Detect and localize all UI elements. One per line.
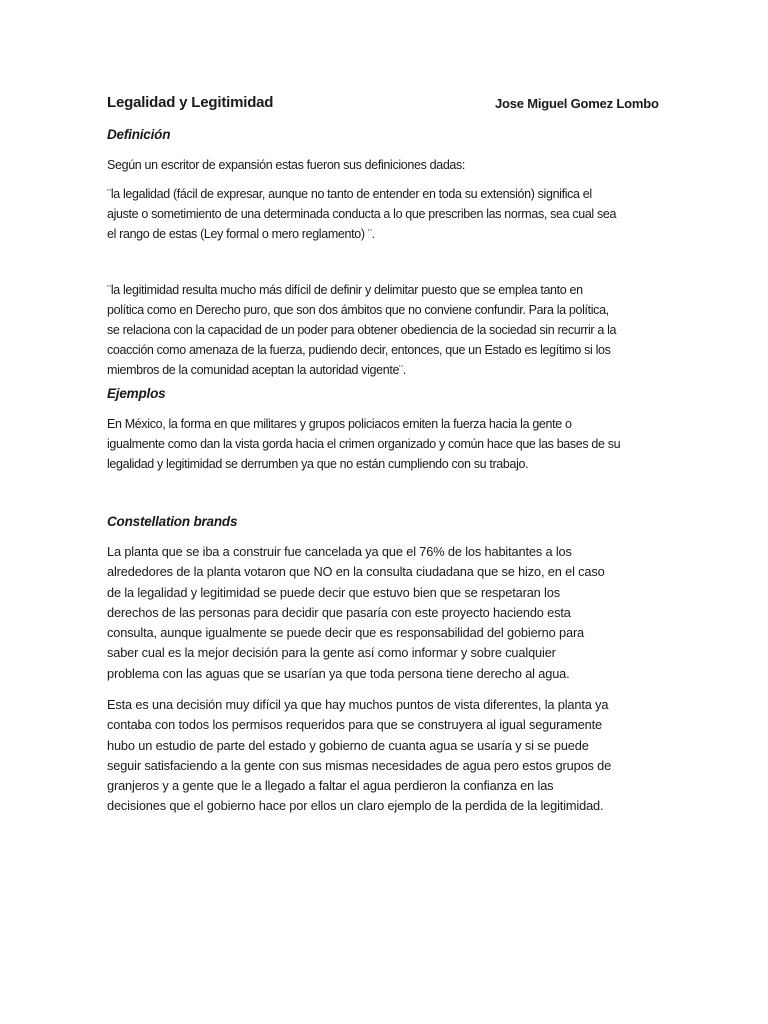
paragraph-line: Esta es una decisión muy difícil ya que hay muchos puntos de vista diferentes, la planta ya xyxy=(107,697,609,712)
constellation-paragraph-2 xyxy=(107,695,611,817)
paragraph-line: ¨la legalidad (fácil de expresar, aunque no tanto de entender en toda su extensión) significa el xyxy=(107,187,592,201)
paragraph-line: ajuste o sometimiento de una determinada conducta a lo que prescriben las normas, sea cual sea xyxy=(107,207,617,221)
paragraph-line: En México, la forma en que militares y grupos policiacos emiten la fuerza hacia la gente o xyxy=(107,417,572,431)
paragraph-line: política como en Derecho puro, que son dos ámbitos que no conviene confundir. Para la política, xyxy=(107,303,609,317)
paragraph-line: derechos de las personas para decidir que pasaría con este proyecto haciendo esta xyxy=(107,604,571,620)
author-name: Jose Miguel Gomez Lombo xyxy=(495,96,659,111)
paragraph-line: seguir satisfaciendo a la gente con sus mismas necesidades de agua pero estos grupos de xyxy=(107,757,612,773)
definicion-heading: Definición xyxy=(107,127,171,142)
constellation-paragraph-1 xyxy=(107,542,605,684)
paragraph-line: de la legalidad y legitimidad se puede decir que estuvo bien que se respetaran los xyxy=(107,584,560,600)
legalidad-definition xyxy=(107,184,616,244)
paragraph-line: decisiones que el gobierno hace por ellos un claro ejemplo de la perdida de la legitimidad. xyxy=(107,798,604,814)
paragraph-line: Según un escritor de expansión estas fueron sus definiciones dadas: xyxy=(107,158,466,172)
paragraph-line: igualmente como dan la vista gorda hacia el crimen organizado y común hace que las bases de su xyxy=(107,437,621,451)
paragraph-line: el rango de estas (Ley formal o mero reglamento) ¨. xyxy=(107,227,375,241)
paragraph-line: hubo un estudio de parte del estado y gobierno de cuanta agua se usaría y si se puede xyxy=(107,737,589,753)
paragraph-line: alrededores de la planta votaron que NO en la consulta ciudadana que se hizo, en el caso xyxy=(107,564,605,580)
ejemplos-heading: Ejemplos xyxy=(107,386,166,401)
paragraph-line: contaba con todos los permisos requeridos para que se construyera al igual seguramente xyxy=(107,717,603,733)
paragraph-line: miembros de la comunidad aceptan la autoridad vigente¨. xyxy=(107,363,406,377)
constellation-heading: Constellation brands xyxy=(107,514,238,529)
definicion-intro xyxy=(107,155,465,175)
paragraph-line: legalidad y legitimidad se derrumben ya que no están cumpliendo con su trabajo. xyxy=(107,457,529,471)
ejemplos-paragraph xyxy=(107,414,620,474)
paragraph-line: consulta, aunque igualmente se puede decir que es responsabilidad del gobierno para xyxy=(107,625,585,641)
paragraph-line: ¨la legitimidad resulta mucho más difícil de definir y delimitar puesto que se emplea tanto en xyxy=(107,283,583,297)
document-title: Legalidad y Legitimidad xyxy=(107,94,274,111)
paragraph-line: saber cual es la mejor decisión para la gente así como informar y sobre cualquier xyxy=(107,645,556,661)
paragraph-line: se relaciona con la capacidad de un poder para obtener obediencia de la sociedad sin recurrir a la xyxy=(107,323,617,337)
paragraph-line: coacción como amenaza de la fuerza, pudiendo decir, entonces, que un Estado es legítimo si los xyxy=(107,343,611,357)
paragraph-line: La planta que se iba a construir fue cancelada ya que el 76% de los habitantes a los xyxy=(107,544,572,559)
legitimidad-definition xyxy=(107,280,616,380)
paragraph-line: problema con las aguas que se usarían ya que toda persona tiene derecho al agua. xyxy=(107,665,570,681)
paragraph-line: granjeros y a gente que le a llegado a faltar el agua perdieron la confianza en las xyxy=(107,778,554,794)
